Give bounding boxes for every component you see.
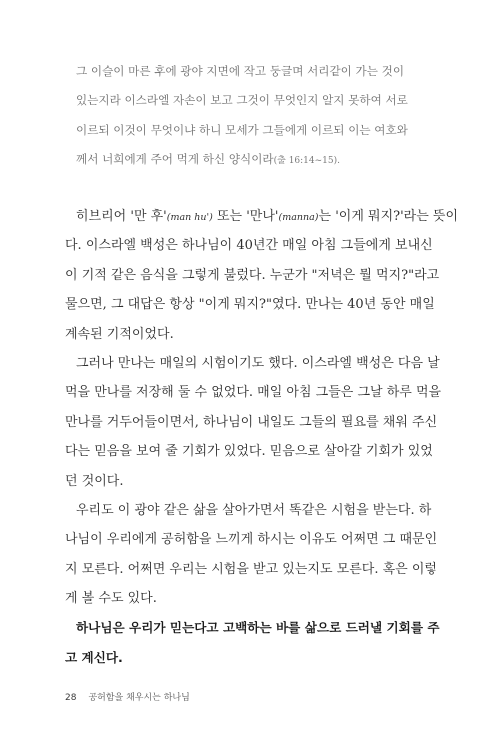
- paragraph-3-line: 지 모른다. 어쩌면 우리는 시험을 받고 있는지도 모른다. 혹은 이렇: [65, 561, 437, 577]
- scripture-quote: [76, 57, 416, 175]
- paragraph-1-line: 이 기적 같은 음식을 그렇게 불렀다. 누군가 "저녁은 뭘 먹지?"라고: [65, 267, 440, 283]
- paragraph-1-line: 물으면, 그 대답은 항상 "이게 뭐지?"였다. 만나는 40년 동안 매일: [65, 297, 435, 313]
- scripture-reference: (출 16:14~15).: [273, 156, 340, 167]
- transliteration: (manna): [278, 212, 319, 223]
- paragraph-1-first-line: [65, 202, 459, 231]
- text-run: 히브리어 '만 후': [76, 209, 167, 224]
- paragraph-3-line: 나님이 우리에게 공허함을 느끼게 하시는 이유도 어쩌면 그 때문인: [65, 532, 438, 548]
- text-run: 또는 '만나': [212, 209, 279, 224]
- text-run: 는 '이게 뭐지?'라는 뜻이: [318, 209, 459, 224]
- quote-line: 그 이슬이 마른 후에 광야 지면에 작고 둥글며 서리같이 가는 것이: [76, 64, 405, 78]
- quote-line-text: 께서 너희에게 주어 먹게 하신 양식이라: [76, 152, 274, 167]
- emphasis-line: 고 계신다.: [65, 649, 123, 665]
- paragraph-3-line: 우리도 이 광야 같은 삶을 살아가면서 똑같은 시험을 받는다. 하: [76, 502, 432, 518]
- quote-line-last: [76, 145, 416, 174]
- paragraph-2-line: 그러나 만나는 매일의 시험이기도 했다. 이스라엘 백성은 다음 날: [76, 355, 440, 371]
- paragraph-2-line: 먹을 만나를 저장해 둘 수 없었다. 매일 아침 그들은 그날 하루 먹을: [65, 385, 442, 401]
- paragraph-1-line: 다. 이스라엘 백성은 하나님이 40년간 매일 아침 그들에게 보내신: [65, 238, 433, 254]
- paragraph-2-line: 다는 믿음을 보여 줄 기회가 있었다. 믿음으로 살아갈 기회가 있었: [65, 444, 433, 460]
- page-number: 28: [65, 693, 77, 703]
- quote-line: 이르되 이것이 무엇이냐 하니 모세가 그들에게 이르되 이는 여호와: [76, 122, 408, 137]
- page-footer: [65, 690, 190, 703]
- paragraph-2-line: 만나를 거두어들이면서, 하나님이 내일도 그들의 필요를 채워 주신: [65, 414, 438, 430]
- running-title: 공허함을 채우시는 하나님: [88, 693, 190, 703]
- transliteration: (man hu'): [166, 212, 213, 223]
- emphasis-line: 하나님은 우리가 믿는다고 고백하는 바를 삶으로 드러낼 기회를 주: [76, 620, 440, 636]
- paragraph-3-line: 게 볼 수도 있다.: [65, 591, 157, 607]
- paragraph-1-line: 계속된 기적이었다.: [65, 326, 174, 342]
- body-text: [65, 202, 459, 672]
- quote-line: 있는지라 이스라엘 자손이 보고 그것이 무엇인지 알지 못하여 서로: [76, 93, 408, 108]
- paragraph-2-line: 던 것이다.: [65, 473, 124, 489]
